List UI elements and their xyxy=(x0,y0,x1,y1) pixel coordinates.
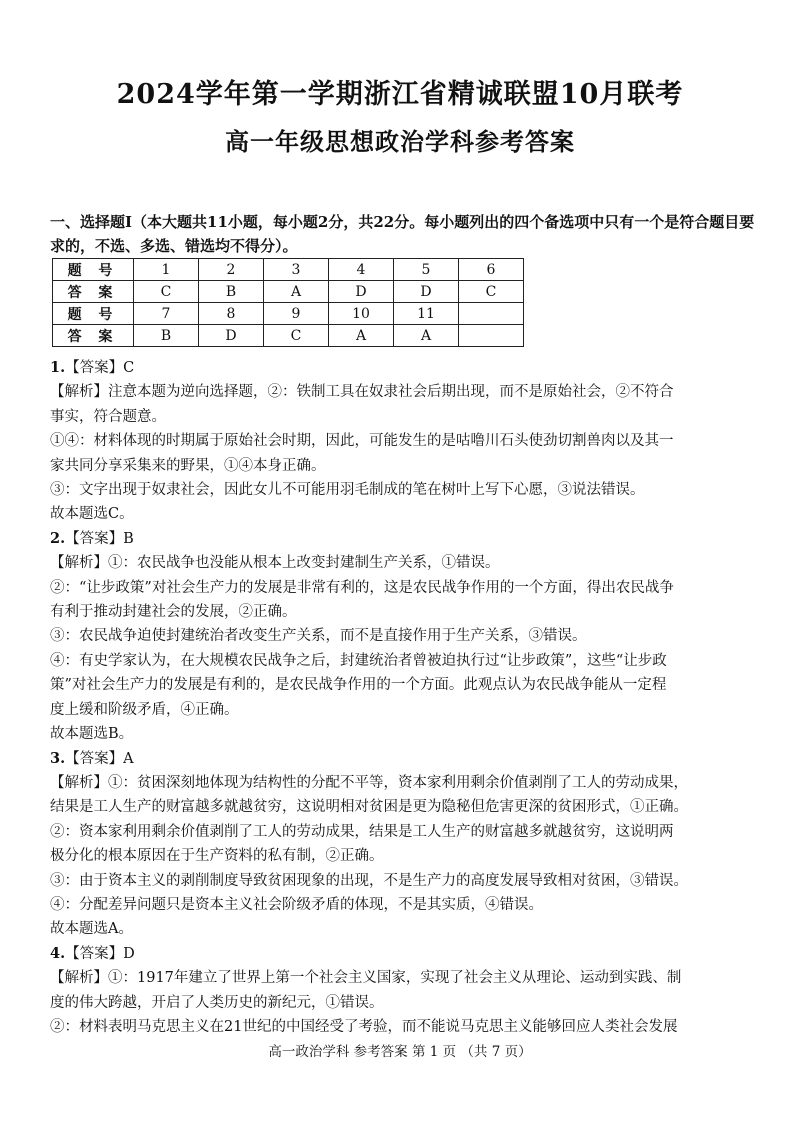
text-line xyxy=(50,624,756,648)
table-cell: C xyxy=(264,325,329,347)
line-text: 故本题选C。 xyxy=(50,506,134,523)
text-line xyxy=(50,869,756,893)
question-number: 1. xyxy=(50,359,66,376)
table-cell: A xyxy=(329,325,394,347)
line-text: 【解析】①：贫困深刻地体现为结构性的分配不平等，资本家利用剩余价值剥削了工人的劳动成果， xyxy=(50,774,688,791)
row-label: 答 案 xyxy=(53,325,134,347)
table-cell: 9 xyxy=(264,303,329,325)
line-text: 事实，符合题意。 xyxy=(50,408,166,425)
table-cell: A xyxy=(394,325,459,347)
text-line xyxy=(50,356,756,380)
text-line xyxy=(50,991,756,1015)
line-text: ③：文字出现于奴隶社会，因此女儿不可能用羽毛制成的笔在树叶上写下心愿，③说法错误。 xyxy=(50,482,645,499)
exam-title: 2024学年第一学期浙江省精诚联盟10月联考 xyxy=(116,79,684,110)
table-cell: 3 xyxy=(264,259,329,281)
line-text: 【解析】①：1917年建立了世界上第一个社会主义国家，实现了社会主义从理论、运动到实践、制 xyxy=(50,970,682,987)
table-cell: D xyxy=(329,281,394,303)
table-cell: 8 xyxy=(199,303,264,325)
line-text: 结果是工人生产的财富越多就越贫穷，这说明相对贫困是更为隐秘但危害更深的贫困形式，①正确。 xyxy=(50,799,688,816)
line-text: 【解析】注意本题为逆向选择题，②：铁制工具在奴隶社会后期出现，而不是原始社会，②不符合 xyxy=(50,384,674,401)
page-footer: 高一政治学科 参考答案 第 1 页 （共 7 页） xyxy=(268,1044,532,1060)
text-line xyxy=(50,380,756,404)
line-text: ②：资本家利用剩余价值剥削了工人的劳动成果，结果是工人生产的财富越多就越贫穷，这说明两 xyxy=(50,823,674,840)
line-text: 【答案】C xyxy=(65,360,135,376)
table-cell: 5 xyxy=(394,259,459,281)
text-line xyxy=(50,917,756,941)
text-line xyxy=(50,942,756,966)
text-line xyxy=(50,771,756,795)
text-line xyxy=(50,649,756,673)
answer-key-subtitle: 高一年级思想政治学科参考答案 xyxy=(225,127,575,156)
text-line xyxy=(50,698,756,722)
table-cell: 10 xyxy=(329,303,394,325)
table-row xyxy=(53,259,524,281)
line-text: 【答案】D xyxy=(65,945,135,962)
question-number: 2. xyxy=(50,529,66,547)
text-line xyxy=(50,527,756,551)
question-number: 3. xyxy=(50,749,66,767)
line-text: ③：农民战争迫使封建统治者改变生产关系，而不是直接作用于生产关系，③错误。 xyxy=(50,628,587,645)
line-text: 【解析】①：农民战争也没能从根本上改变封建制生产关系，①错误。 xyxy=(50,555,500,572)
text-line xyxy=(50,673,756,697)
row-label: 题 号 xyxy=(53,303,134,325)
table-cell: B xyxy=(134,325,199,347)
text-line xyxy=(50,1015,756,1039)
line-text: ②：“让步政策”对社会生产力的发展是非常有利的，这是农民战争作用的一个方面，得出农民战争 xyxy=(50,579,674,596)
row-label: 题 号 xyxy=(53,259,134,281)
text-line xyxy=(50,844,756,868)
table-row xyxy=(53,325,524,347)
text-line xyxy=(50,576,756,600)
text-line xyxy=(50,429,756,453)
table-cell: 11 xyxy=(394,303,459,325)
line-text: 度的伟大跨越，开启了人类历史的新纪元，①错误。 xyxy=(50,994,384,1011)
line-text: 家共同分享采集来的野果，①④本身正确。 xyxy=(50,457,326,474)
text-line xyxy=(50,551,756,575)
text-line xyxy=(50,722,756,746)
answer-explanations xyxy=(50,356,756,1039)
text-line xyxy=(50,966,756,990)
table-cell: D xyxy=(394,281,459,303)
table-cell: 2 xyxy=(199,259,264,281)
line-text: 故本题选B。 xyxy=(50,726,134,743)
answer-table xyxy=(52,258,524,347)
line-text: 故本题选A。 xyxy=(50,921,133,938)
table-cell: C xyxy=(134,281,199,303)
line-text: 【答案】B xyxy=(65,530,134,547)
table-cell: 6 xyxy=(459,259,524,281)
text-line xyxy=(50,747,756,771)
table-cell: 1 xyxy=(134,259,199,281)
text-line xyxy=(50,893,756,917)
text-line xyxy=(50,795,756,819)
line-text: ④：有史学家认为，在大规模农民战争之后，封建统治者曾被迫执行过“让步政策”，这些“让步政 xyxy=(50,652,667,669)
table-cell: C xyxy=(459,281,524,303)
table-cell: 4 xyxy=(329,259,394,281)
text-line xyxy=(50,502,756,526)
question-number: 4. xyxy=(50,944,66,962)
line-text: 有利于推动封建社会的发展，②正确。 xyxy=(50,604,297,621)
line-text: 策”对社会生产力的发展是有利的，是农民战争作用的一个方面。此观点认为农民战争能从一定程 xyxy=(50,677,667,694)
section-heading: 一、选择题Ⅰ（本大题共11小题，每小题2分，共22分。每小题列出的四个备选项中只有一个是符合题目要求的，不选、多选、错选均不得分）。 xyxy=(50,213,755,255)
line-text: ③：由于资本主义的剥削制度导致贫困现象的出现，不是生产力的高度发展导致相对贫困，③错误。 xyxy=(50,872,688,889)
text-line xyxy=(50,454,756,478)
line-text: 极分化的根本原因在于生产资料的私有制，②正确。 xyxy=(50,848,384,865)
text-line xyxy=(50,405,756,429)
table-row xyxy=(53,281,524,303)
line-text: 【答案】A xyxy=(65,750,134,767)
text-line xyxy=(50,478,756,502)
text-line xyxy=(50,600,756,624)
line-text: 度上缓和阶级矛盾，④正确。 xyxy=(50,701,239,718)
line-text: ②：材料表明马克思主义在21世纪的中国经受了考验，而不能说马克思主义能够回应人类社会发展 xyxy=(50,1018,678,1035)
text-line xyxy=(50,820,756,844)
table-cell: 7 xyxy=(134,303,199,325)
table-row xyxy=(53,303,524,325)
table-cell xyxy=(459,325,524,347)
line-text: ①④：材料体现的时期属于原始社会时期，因此，可能发生的是咕噜川石头使劲切割兽肉以及其一 xyxy=(50,433,674,450)
table-cell xyxy=(459,303,524,325)
table-cell: D xyxy=(199,325,264,347)
table-cell: A xyxy=(264,281,329,303)
line-text: ④：分配差异问题只是资本主义社会阶级矛盾的体现，不是其实质，④错误。 xyxy=(50,896,543,913)
row-label: 答 案 xyxy=(53,281,134,303)
table-cell: B xyxy=(199,281,264,303)
